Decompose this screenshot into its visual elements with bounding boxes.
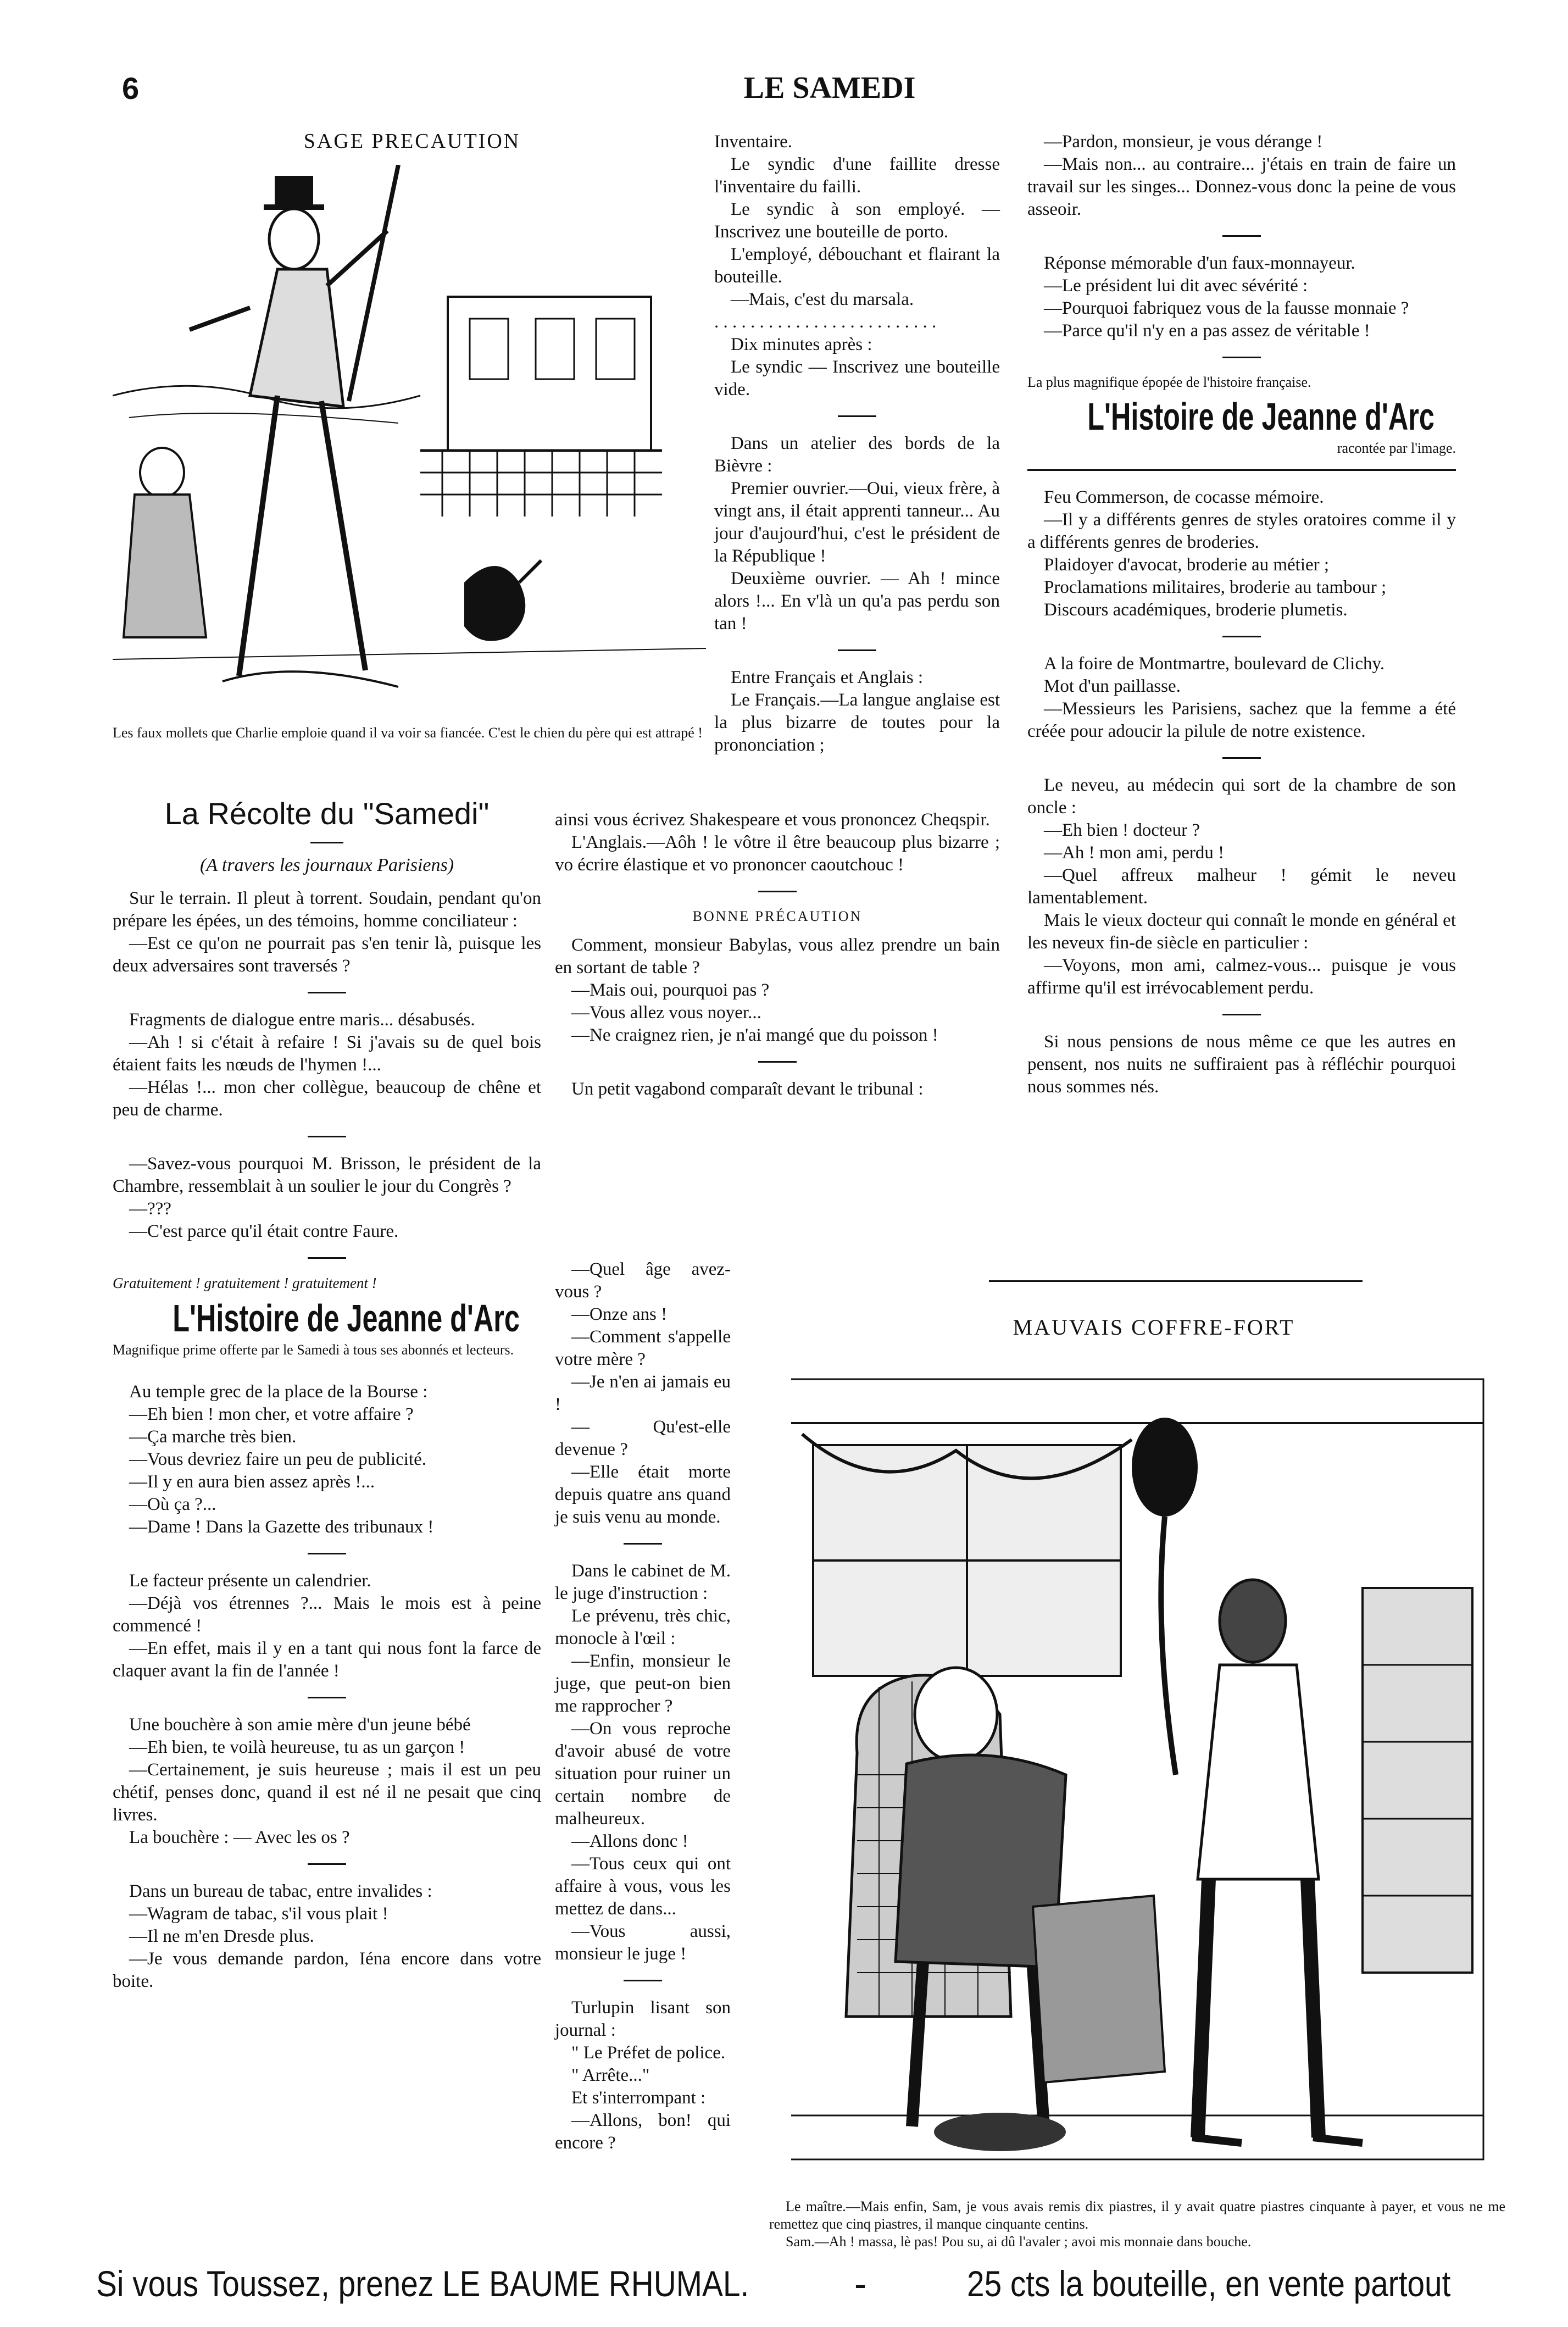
text-inventaire-line: L'employé, débouchant et flairant la bouteille. — [714, 245, 1000, 287]
text-inventaire-line: Dix minutes après : — [731, 335, 872, 354]
ad-kicker-epopee: La plus magnifique épopée de l'histoire française. — [1027, 374, 1311, 390]
text-inventaire-line: Inventaire. — [714, 132, 793, 152]
text-neveu-line: —Eh bien ! docteur ? — [1044, 820, 1200, 840]
text-bonne-line: —Ne craignez rien, je n'ai mangé que du poisson ! — [571, 1025, 938, 1045]
text-faux-monnayeur-line: —Le président lui dit avec sévérité : — [1044, 276, 1308, 296]
text-p6-line: Une bouchère à son amie mère d'un jeune bébé — [129, 1715, 471, 1735]
column-2-narrow — [555, 1258, 731, 2154]
text-anglais-line: ainsi vous écrivez Shakespeare et vous prononcez Cheqspir. — [555, 810, 990, 830]
illustration-sage-precaution — [113, 165, 706, 703]
text-bievre-line: Deuxième ouvrier. — Ah ! mince alors !... En v'là un qu'a pas perdu son tan ! — [714, 569, 1000, 634]
text-p4-line: —Il y en aura bien assez après !... — [129, 1472, 375, 1492]
illustration-title-sage-precaution: SAGE PRECAUTION — [303, 130, 521, 153]
text-p6-line: La bouchère : — Avec les os ? — [129, 1828, 350, 1847]
text-turlupin-line: —Allons, bon! qui encore ? — [555, 2111, 731, 2153]
text-singes-line: —Pardon, monsieur, je vous dérange ! — [1044, 132, 1323, 152]
text-bonne-line: Comment, monsieur Babylas, vous allez prendre un bain en sortant de table ? — [555, 935, 1000, 978]
title-bonne-precaution: BONNE PRÉCAUTION — [692, 908, 863, 924]
text-p7-line: Dans un bureau de tabac, entre invalides : — [129, 1881, 432, 1901]
text-turlupin-line: Turlupin lisant son journal : — [555, 1998, 731, 2040]
text-bonne-line: —Vous allez vous noyer... — [571, 1003, 761, 1023]
text-p6-line: —Certainement, je suis heureuse ; mais il est un peu chétif, penses donc, quand il est né il ne pesait que cinq livres. — [113, 1760, 541, 1825]
illustration-caption-sage-precaution: Les faux mollets que Charlie emploie quand il va voir sa fiancée. C'est le chien du père qui est attrapé ! — [113, 725, 703, 741]
text-commerson-line: —Il y a différents genres de styles oratoires comme il y a différents genres de broderies. — [1027, 510, 1456, 552]
text-montmartre-line: Mot d'un paillasse. — [1044, 676, 1181, 696]
text-p2-line: Fragments de dialogue entre maris... désabusés. — [129, 1010, 475, 1030]
text-turlupin-line: " Arrête..." — [571, 2065, 650, 2085]
text-inventaire-line: Le syndic à son employé. — Inscrivez une bouteille de porto. — [714, 199, 1000, 242]
text-bonne-line: —Mais oui, pourquoi pas ? — [571, 980, 770, 1000]
divider-before-illustration — [989, 1280, 1363, 1282]
text-montmartre-line: A la foire de Montmartre, boulevard de Clichy. — [1044, 654, 1385, 674]
column-2-lower — [555, 809, 1000, 1101]
text-vagabond-intro: Un petit vagabond comparaît devant le tribunal : — [571, 1079, 924, 1099]
text-juge-line: —Enfin, monsieur le juge, que peut-on bien me rapprocher ? — [555, 1651, 731, 1716]
text-vagabond-line: —Elle était morte depuis quatre ans quand je suis venu au monde. — [555, 1462, 731, 1527]
text-p4-line: —Eh bien ! mon cher, et votre affaire ? — [129, 1404, 414, 1424]
caption-line-sam: Sam.—Ah ! massa, lè pas! Pou su, ai dû l'avaler ; avoi mis monnaie dans bouche. — [786, 2234, 1252, 2250]
text-p1-line: Sur le terrain. Il pleut à torrent. Soudain, pendant qu'on prépare les épées, un des témoins, homme conciliateur : — [113, 888, 541, 931]
text-juge-line: —On vous reproche d'avoir abusé de votre situation pour ruiner un certain nombre de malheureux. — [555, 1719, 731, 1829]
text-anglais-line: Le Français.—La langue anglaise est la plus bizarre de toutes pour la prononciation ; — [714, 690, 1000, 755]
text-commerson-line: Feu Commerson, de cocasse mémoire. — [1044, 487, 1324, 507]
text-neveu-line: Mais le vieux docteur qui connaît le monde en général et les neveux fin-de siècle en particulier : — [1027, 910, 1456, 953]
text-juge-line: Dans le cabinet de M. le juge d'instruction : — [555, 1561, 731, 1603]
text-p6-line: —Eh bien, te voilà heureuse, tu as un garçon ! — [129, 1737, 465, 1757]
text-p4-line: —Où ça ?... — [129, 1495, 216, 1514]
text-p3-line: —Savez-vous pourquoi M. Brisson, le président de la Chambre, ressemblait à un soulier le jour du Congrès ? — [113, 1154, 541, 1196]
footer-advert-left: Si vous Toussez, prenez LE BAUME RHUMAL. — [96, 2263, 749, 2304]
text-commerson-line: Plaidoyer d'avocat, broderie au métier ; — [1044, 555, 1330, 575]
text-faux-monnayeur-line: —Pourquoi fabriquez vous de la fausse monnaie ? — [1044, 298, 1409, 318]
text-faux-monnayeur-line: —Parce qu'il n'y en a pas assez de véritable ! — [1044, 321, 1370, 341]
column-2-upper — [714, 131, 1000, 757]
text-juge-line: Le prévenu, très chic, monocle à l'œil : — [555, 1606, 731, 1648]
text-faux-monnayeur-line: Réponse mémorable d'un faux-monnayeur. — [1044, 253, 1355, 273]
text-p1-line: —Est ce qu'on ne pourrait pas s'en tenir là, puisque les deux adversaires sont traversés ? — [113, 934, 541, 976]
column-1 — [113, 796, 541, 1993]
text-p4-line: —Vous devriez faire un peu de publicité. — [129, 1449, 426, 1469]
text-p2-line: —Ah ! si c'était à refaire ! Si j'avais su de quel bois étaient faits les nœuds de l'hymen !... — [113, 1032, 541, 1075]
text-p5-line: —Déjà vos étrennes ?... Mais le mois est à peine commencé ! — [113, 1593, 541, 1636]
text-anglais-line: Entre Français et Anglais : — [731, 668, 924, 687]
text-pensions-line: Si nous pensions de nous même ce que les autres en pensent, nos nuits ne suffiraient pas à réfléchir pourquoi nous sommes nés. — [1027, 1032, 1456, 1097]
illustration-title-mauvais-coffre-fort: MAUVAIS COFFRE-FORT — [1013, 1315, 1295, 1340]
text-vagabond-line: —Je n'en ai jamais eu ! — [555, 1372, 731, 1414]
text-neveu-line: Le neveu, au médecin qui sort de la chambre de son oncle : — [1027, 775, 1456, 818]
ad-sub-image: racontée par l'image. — [1337, 440, 1456, 456]
column-3 — [1027, 131, 1456, 1098]
text-p4-line: Au temple grec de la place de la Bourse : — [129, 1382, 428, 1402]
text-bievre-line: Premier ouvrier.—Oui, vieux frère, à vingt ans, il était apprenti tanneur... Au jour d'aujourd'hui, c'est le président de la République ! — [714, 479, 1000, 566]
text-p7-line: —Je vous demande pardon, Iéna encore dans votre boite. — [113, 1949, 541, 1991]
text-neveu-line: —Ah ! mon ami, perdu ! — [1044, 843, 1225, 863]
text-juge-line: —Allons donc ! — [571, 1831, 688, 1851]
text-anglais-line: L'Anglais.—Aôh ! le vôtre il être beaucoup plus bizarre ; vo écrire élastique et vo prononcer caoutchouc ! — [555, 832, 1000, 875]
text-inventaire-line: Le syndic — Inscrivez une bouteille vide. — [714, 357, 1000, 399]
page-number: 6 — [122, 71, 140, 105]
newspaper-title: LE SAMEDI — [743, 71, 916, 105]
caption-line-maitre: Le maître.—Mais enfin, Sam, je vous avais remis dix piastres, il y avait quatre piastres cinquante à payer, et vous ne me remettez que cinq piastres, il manque cinquante centins. — [769, 2198, 1505, 2232]
text-p4-line: —Ça marche très bien. — [129, 1427, 297, 1447]
text-inventaire-line: Le syndic d'une faillite dresse l'inventaire du failli. — [714, 154, 1000, 197]
text-commerson-line: Proclamations militaires, broderie au tambour ; — [1044, 577, 1387, 597]
text-inventaire-line: —Mais, c'est du marsala. — [731, 290, 914, 309]
text-p2-line: —Hélas !... mon cher collègue, beaucoup de chêne et peu de charme. — [113, 1078, 541, 1120]
ad-title-jeanne-darc-2: L'Histoire de Jeanne d'Arc — [1087, 395, 1434, 438]
footer-advert-right: 25 cts la bouteille, en vente partout — [967, 2263, 1451, 2304]
footer-advert-dash: - — [854, 2263, 866, 2304]
text-p3-line: —??? — [129, 1199, 171, 1219]
section-title-recolte: La Récolte du "Samedi" — [164, 796, 490, 831]
text-p7-line: —Wagram de tabac, s'il vous plait ! — [129, 1904, 388, 1924]
section-subtitle: (A travers les journaux Parisiens) — [199, 855, 454, 875]
illustration-mauvais-coffre-fort — [769, 1357, 1505, 2187]
text-turlupin-line: Et s'interrompant : — [571, 2088, 706, 2108]
text-vagabond-line: — Qu'est-elle devenue ? — [555, 1417, 731, 1459]
illustration-caption-mauvais-coffre-fort — [769, 2198, 1505, 2251]
text-p4-line: —Dame ! Dans la Gazette des tribunaux ! — [129, 1517, 434, 1537]
text-p3-line: —C'est parce qu'il était contre Faure. — [129, 1221, 399, 1241]
text-juge-line: —Vous aussi, monsieur le juge ! — [555, 1921, 731, 1964]
text-bievre-line: Dans un atelier des bords de la Bièvre : — [714, 434, 1000, 476]
text-singes-line: —Mais non... au contraire... j'étais en train de faire un travail sur les singes... Donnez-vous donc la peine de vous asseoir. — [1027, 154, 1456, 219]
text-neveu-line: —Quel affreux malheur ! gémit le neveu lamentablement. — [1027, 865, 1456, 908]
text-dots: . . . . . . . . . . . . . . . . . . . . . . . . . — [714, 312, 937, 332]
text-montmartre-line: —Messieurs les Parisiens, sachez que la femme a été créée pour adoucir la pilule de notre existence. — [1027, 699, 1456, 741]
ad-kicker-gratuitement: Gratuitement ! gratuitement ! gratuitement ! — [113, 1275, 377, 1291]
ad-text-prime: Magnifique prime offerte par le Samedi à tous ses abonnés et lecteurs. — [113, 1342, 514, 1358]
text-juge-line: —Tous ceux qui ont affaire à vous, vous les mettez de dans... — [555, 1854, 731, 1919]
text-vagabond-line: —Comment s'appelle votre mère ? — [555, 1327, 731, 1369]
text-p5-line: Le facteur présente un calendrier. — [129, 1571, 371, 1591]
text-vagabond-line: —Onze ans ! — [571, 1304, 668, 1324]
text-commerson-line: Discours académiques, broderie plumetis. — [1044, 600, 1348, 620]
text-p7-line: —Il ne m'en Dresde plus. — [129, 1926, 314, 1946]
text-neveu-line: —Voyons, mon ami, calmez-vous... puisque je vous affirme qu'il est irrévocablement perdu. — [1027, 956, 1456, 998]
text-vagabond-line: —Quel âge avez-vous ? — [555, 1259, 731, 1302]
text-turlupin-line: " Le Préfet de police. — [571, 2043, 726, 2063]
text-p5-line: —En effet, mais il y en a tant qui nous font la farce de claquer avant la fin de l'année ! — [113, 1639, 541, 1681]
ad-title-jeanne-darc: L'Histoire de Jeanne d'Arc — [173, 1297, 520, 1340]
